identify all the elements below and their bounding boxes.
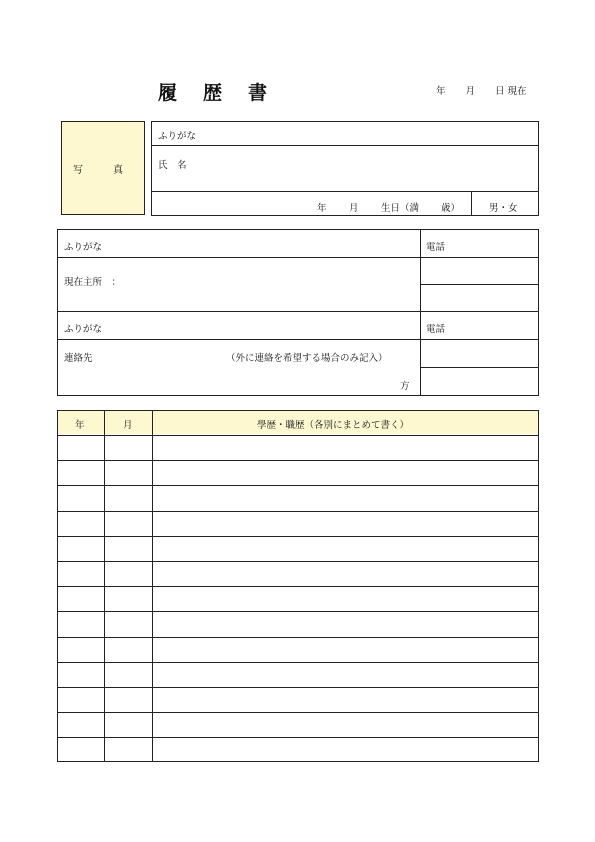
date-month-label: 月	[465, 86, 476, 97]
table-row[interactable]	[58, 611, 538, 636]
address-section	[57, 229, 539, 396]
title-char: 歴	[203, 82, 223, 104]
table-row[interactable]	[58, 586, 538, 611]
col-month-header: 月	[123, 420, 133, 431]
table-row[interactable]	[58, 662, 538, 687]
history-table	[57, 410, 539, 762]
personal-info-section	[151, 121, 539, 216]
table-row[interactable]	[58, 561, 538, 586]
contact-label: 連絡先	[64, 353, 93, 364]
col-desc-header: 學歴・職歴（各別にまとめて書く）	[257, 420, 410, 431]
furigana-label: ふりがな	[158, 131, 197, 142]
table-row[interactable]	[58, 485, 538, 510]
divider	[471, 191, 472, 215]
table-row[interactable]	[58, 435, 538, 460]
date-year-label: 年	[436, 86, 446, 97]
photo-placeholder[interactable]	[61, 121, 145, 215]
col-year-header: 年	[75, 420, 85, 431]
birth-year-label: 年	[317, 203, 327, 214]
care-of-label: 方	[400, 381, 410, 392]
name-label: 氏 名	[158, 160, 187, 171]
date-field[interactable]	[436, 83, 527, 97]
birth-label: 生日（満	[381, 203, 420, 214]
table-row[interactable]	[58, 460, 538, 485]
contact-address-field[interactable]	[58, 340, 419, 395]
current-address-field[interactable]	[58, 258, 419, 310]
age-label: 歳）	[441, 203, 461, 214]
table-row[interactable]	[58, 712, 538, 737]
phone-label: 電話	[426, 242, 446, 253]
table-row[interactable]	[58, 511, 538, 536]
photo-label: 写 真	[73, 164, 133, 176]
contact-phone-label: 電話	[426, 324, 446, 335]
name-field[interactable]	[152, 146, 538, 190]
contact-phone-field[interactable]	[421, 340, 538, 395]
address-furigana-label: ふりがな	[64, 242, 103, 253]
title-char: 履	[158, 82, 178, 104]
divider	[58, 311, 538, 312]
table-row[interactable]	[58, 536, 538, 561]
contact-furigana-label: ふりがな	[64, 324, 103, 335]
table-row[interactable]	[58, 687, 538, 712]
current-address-label: 現在主所 ：	[64, 277, 122, 288]
divider	[152, 191, 538, 192]
table-row[interactable]	[58, 737, 538, 762]
document-title	[158, 78, 293, 105]
contact-note: （外に連絡を希望する場合のみ記入）	[226, 353, 388, 364]
date-day-label: 日 現在	[495, 86, 527, 97]
phone-field[interactable]	[421, 258, 538, 310]
title-char: 書	[248, 82, 268, 104]
table-row[interactable]	[58, 637, 538, 662]
gender-selector[interactable]: 男・女	[489, 203, 518, 214]
birth-month-label: 月	[349, 203, 359, 214]
